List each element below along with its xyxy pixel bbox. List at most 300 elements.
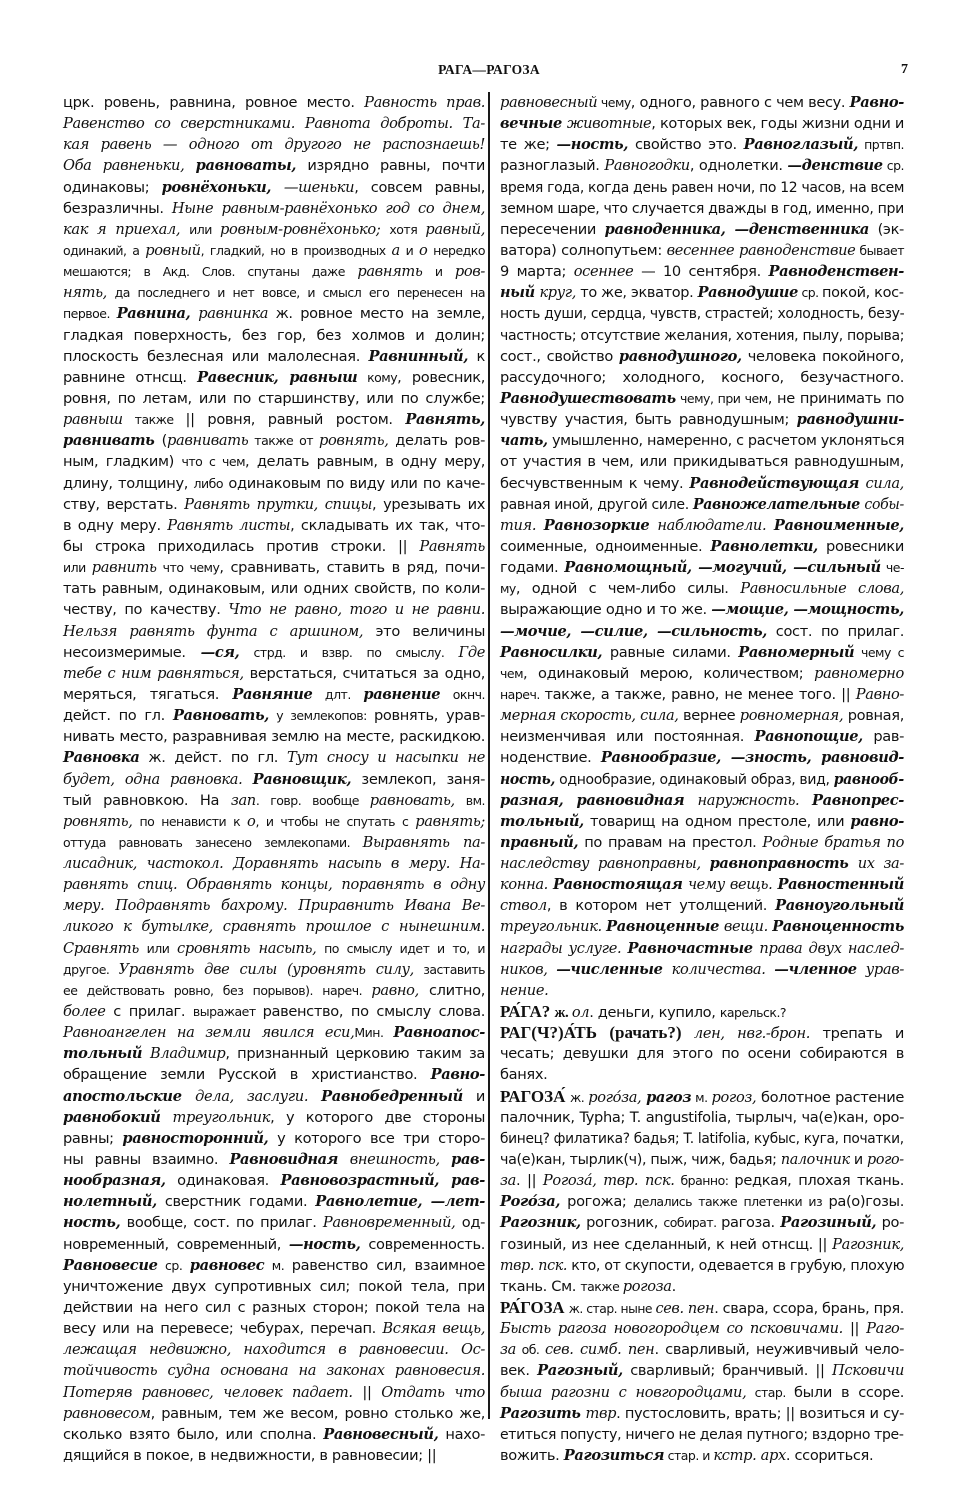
text-run: нареч. [500, 686, 545, 702]
entry-term: —численные [556, 960, 672, 978]
text-run: Псковичи [832, 1362, 904, 1380]
entry-term: равнивать [63, 432, 162, 450]
text-run: , урезывать их [372, 495, 485, 513]
text-run: ствол [500, 897, 547, 915]
text-line [500, 1086, 904, 1107]
text-line [63, 388, 485, 409]
entry-term: Равноденствен- [768, 263, 904, 281]
text-run: , складывать их так, что- [290, 516, 485, 534]
entry-term: нолетный, [63, 1193, 157, 1211]
text-run: стар. и [664, 1448, 714, 1463]
text-run: землекоп, заня- [351, 770, 485, 788]
text-run: рого́за, [588, 1088, 647, 1106]
text-run: ж. стар. ныне [568, 1301, 656, 1317]
text-line [63, 705, 485, 726]
text-run: ра(о)гозы. [828, 1193, 904, 1211]
text-run: век. [500, 1362, 538, 1380]
text-run: Бысть рагоза новогородцем со псковичами. [500, 1320, 850, 1338]
text-line [63, 473, 485, 494]
page-header [0, 62, 978, 84]
text-run: мешаются; в Акд. Слов. спутаны даже [63, 264, 358, 280]
text-run: также [122, 412, 186, 428]
text-line [500, 155, 904, 176]
text-run: . [671, 1277, 676, 1295]
text-run: , сравнивать, ставить в ряд, почи- [219, 559, 485, 577]
text-run: права двух наслед- [759, 939, 904, 957]
text-line [63, 494, 485, 515]
text-line [500, 473, 904, 494]
text-run: о [247, 812, 256, 830]
text-run: од- [455, 1214, 485, 1232]
entry-term: Равновщик, [252, 770, 352, 788]
text-line [63, 240, 485, 261]
text-line [500, 1360, 904, 1381]
text-run: чему [597, 95, 631, 110]
text-run: равная иной, другой силе. [500, 495, 693, 513]
text-run: , делать равным, в одну меру, [245, 453, 485, 471]
text-run: равнивать [166, 432, 249, 450]
text-run: и [849, 1151, 868, 1169]
text-run: награды услуге. [500, 939, 628, 957]
text-run: Отдать что [381, 1383, 485, 1401]
entry-term: Равно- [849, 94, 904, 111]
text-run: . говр. вообще [255, 792, 370, 808]
text-line [63, 916, 485, 937]
text-run: ровнять, [319, 432, 389, 450]
text-run: || [849, 1320, 867, 1338]
text-line [500, 1043, 904, 1064]
entry-term: Равностоящая [553, 876, 688, 894]
text-run: делать ров- [388, 432, 485, 450]
text-line [500, 684, 904, 705]
text-line [63, 1086, 485, 1107]
entry-term: чать, [500, 432, 548, 450]
text-run: чувству участия, быть равнодушным; [500, 411, 797, 429]
text-run: ткань. См. [500, 1277, 581, 1295]
text-run: одинакий, а [63, 242, 146, 258]
text-line [63, 177, 485, 198]
text-line [500, 811, 904, 832]
text-run: . сварливый, неуживчивый чело- [654, 1341, 904, 1359]
entry-term: Равноугольный [775, 897, 904, 915]
text-run: црк. ровень, равнина, ровное место. [63, 94, 365, 111]
text-run: другое. [63, 961, 119, 977]
text-line [63, 790, 485, 811]
text-line [500, 261, 904, 282]
text-run: || ровня, равный ростом. [185, 411, 406, 429]
text-run: одинаковы; [63, 178, 162, 196]
entry-term: ность, [500, 770, 555, 788]
text-run: Равнять [419, 537, 485, 555]
text-line [63, 1297, 485, 1318]
text-run: то же, экватор. [576, 284, 698, 302]
text-run: выражает [192, 1004, 263, 1020]
text-line [63, 261, 485, 282]
text-run: мерная скорость, сила, [500, 707, 679, 725]
text-run: это величины [363, 622, 485, 640]
text-run: Где [458, 643, 485, 661]
text-line [63, 430, 485, 451]
text-line [63, 980, 485, 1001]
text-run: наблюдатели. [657, 516, 774, 534]
text-line [500, 325, 904, 346]
text-run: равномерно [814, 664, 904, 682]
text-run: Равноангелен на земли явился еси, [63, 1024, 355, 1042]
text-run: да последнего и нет вовсе, и смысл его перенесен на [106, 285, 485, 301]
text-run: гозиный, из нее сделанный, к ней отнсщ. || [500, 1235, 833, 1253]
entry-term: равнодушни- [796, 411, 904, 429]
text-line [63, 1445, 485, 1466]
entry-term: Рагозиться [563, 1447, 665, 1464]
entry-term: тольный, [500, 812, 584, 830]
text-line [63, 155, 485, 176]
text-run: бранно: [674, 1173, 735, 1189]
text-run: обращение земли Русской в христианство. [63, 1066, 431, 1084]
text-run: вообще, сост. по прилаг. [120, 1214, 323, 1232]
entry-term: Равночастные [627, 939, 760, 957]
text-run: ее действовать ровно, без порывов). нареч. [63, 982, 372, 998]
text-run: ж. [554, 1005, 572, 1022]
text-run: . деньги, купило, [589, 1004, 720, 1022]
text-line [63, 1212, 485, 1233]
text-run: Равногодки [604, 157, 690, 175]
text-run: . || [515, 1172, 543, 1190]
text-line [63, 726, 485, 747]
text-run: чему с [854, 644, 904, 660]
entry-term: Равнолетки, [710, 537, 818, 555]
entry-term: Равновидная [229, 1151, 350, 1169]
entry-term: —ность, [556, 136, 629, 154]
text-run: длт. [312, 686, 364, 702]
entry-term: Равноименные, [773, 516, 904, 534]
text-run: —шеньки [283, 178, 355, 196]
text-run: м. [264, 1257, 292, 1273]
text-line [500, 1212, 904, 1233]
text-line [500, 1403, 904, 1424]
text-run: кому [357, 369, 398, 385]
entry-term: Рагозный, [537, 1362, 623, 1380]
entry-term: Равноценные [606, 918, 724, 936]
text-run: равны; [63, 1129, 123, 1147]
entry-term: Равнять, [405, 411, 485, 429]
text-line [63, 874, 485, 895]
text-run: по ненависти к [132, 813, 248, 829]
text-line [63, 832, 485, 853]
text-run: ноденствие. [500, 749, 601, 767]
text-run: меряться, тягаться. [63, 685, 233, 703]
text-line [63, 1255, 485, 1276]
entry-term: Равновозрастный, рав- [280, 1172, 485, 1190]
text-line [63, 1276, 485, 1297]
text-run: , одинаковый мерою, количеством; [523, 664, 815, 682]
text-run: зап [230, 791, 256, 809]
text-run: ж. [570, 1089, 589, 1105]
text-line [63, 303, 485, 324]
entry-term: Равнодушествовать [500, 389, 676, 407]
text-line [500, 1445, 904, 1466]
text-run: , у которого две стороны [270, 1108, 486, 1126]
text-run: , одного, равного с чем весу. [630, 94, 850, 111]
text-run: от участия в чем, или прикидываться равнодушным, [500, 453, 904, 471]
entry-term: Равнина, [116, 305, 199, 323]
text-line [63, 1107, 485, 1128]
text-run: равновесом [63, 1404, 151, 1422]
text-run: , одной с чем-либо силы. [515, 580, 741, 598]
text-run: рав- [862, 728, 905, 746]
text-run: частность; отсутствие желания, хотения, пылу, порыва; [500, 326, 905, 344]
text-run: рагоза. [721, 1214, 781, 1232]
text-run: равно, [371, 981, 419, 999]
text-run: об. [515, 1342, 545, 1358]
text-line [63, 557, 485, 578]
text-run: , и чтобы не спутать с [255, 813, 416, 829]
text-run: Рагозник, [832, 1235, 904, 1253]
text-line [500, 1022, 904, 1043]
text-run: ровня, по летам, или по старшинству, или по службе; [63, 389, 485, 407]
text-run: лен, нвг.-брон. [693, 1025, 811, 1043]
entry-term: —ся, [200, 643, 240, 661]
entry-term: Равномощный, —могучий, —сильный [564, 559, 881, 577]
text-run: земном шаре, что случается дважды в год, именно, при [500, 199, 904, 217]
text-run: вещи. [723, 918, 773, 936]
text-run: чему, при чем [675, 390, 768, 406]
text-run: сост., свойство [500, 347, 619, 365]
text-line [500, 367, 904, 388]
entry-term: равнооб- [833, 770, 904, 788]
text-run: му [500, 581, 516, 597]
text-run: пересечении [500, 220, 605, 238]
text-run: умышленно, намеренно, с расчетом уклоняться [547, 432, 905, 450]
text-line [63, 1170, 485, 1191]
text-line [500, 1382, 904, 1403]
entry-term: —денствие [787, 157, 883, 175]
text-run: лисадник, частокол. Доравнять насыпь в меру. На- [63, 855, 485, 873]
text-line [500, 874, 904, 895]
text-line [500, 1064, 904, 1085]
text-run: ровная, [843, 707, 904, 725]
text-run: равновесный [500, 94, 598, 111]
text-run: , совсем равны, [354, 178, 486, 196]
text-line [63, 515, 485, 536]
text-run: равнять [357, 263, 423, 281]
entry-term: —мочие, —силие, —сильность, [500, 622, 767, 640]
text-line [63, 663, 485, 684]
text-run: , гладкий, но в производных [200, 242, 392, 258]
text-run: за [500, 1172, 516, 1190]
text-run: меру. Подравнять бахрому. Приравнить Ивана Ве- [63, 897, 485, 915]
text-run: ников, [500, 960, 557, 978]
text-line [500, 1276, 904, 1297]
text-run: Мин. [354, 1025, 394, 1041]
text-run: Сравнять [63, 939, 139, 957]
entry-headword: РА́ГА? [500, 1002, 555, 1022]
text-run: || [362, 1383, 382, 1401]
text-run: рогоза [622, 1277, 672, 1295]
text-run: ровный [145, 241, 201, 259]
text-run: . ссориться. [785, 1447, 874, 1464]
text-run: ровным-ровнёхонько; [220, 220, 390, 238]
text-line [500, 642, 904, 663]
text-run: у которого все три сторо- [268, 1129, 485, 1147]
text-line [63, 219, 485, 240]
text-line [63, 1234, 485, 1255]
text-run: Равнять листы [167, 516, 291, 534]
text-run: бесчувственным к чему. [500, 474, 690, 492]
text-run: кая равень — одного от другого не распознаешь! [63, 136, 485, 154]
text-run: как я приехал, [63, 220, 190, 238]
text-run: ол [571, 1004, 590, 1022]
text-run: чесать; девушки для этого по осени собираются в [500, 1045, 904, 1063]
text-line [63, 938, 485, 959]
entry-term: Равножелательные [692, 495, 865, 513]
entry-term: нообразная, [63, 1172, 166, 1190]
text-line [500, 219, 904, 240]
entry-term: равновес [189, 1256, 265, 1274]
text-run: оттуда равновать занесено землекопами. [63, 834, 363, 850]
text-run: также [580, 1278, 623, 1294]
text-line [63, 1128, 485, 1149]
text-run: наследству равноправны, [500, 855, 710, 873]
text-run: ность души, сердца, чувств, страстей; холодность, безу- [500, 305, 905, 323]
running-head: РАГА—РАГОЗА [438, 62, 540, 77]
text-line [500, 747, 904, 768]
text-line [63, 642, 485, 663]
entry-term: Равняние [232, 685, 313, 703]
text-run: в одну меру. [63, 516, 168, 534]
text-line [63, 1360, 485, 1381]
text-line [63, 1001, 485, 1022]
text-run: равнинка [198, 305, 269, 323]
text-line [63, 1149, 485, 1170]
text-run: кстр. арх [713, 1447, 786, 1464]
text-line [63, 536, 485, 557]
text-run: плоскость безлесная или малолесная. [63, 347, 369, 365]
text-run: нивать место, разравнивая землю на месте, раскидкою. [63, 728, 485, 746]
entry-headword: РА́ГОЗА [500, 1298, 569, 1318]
text-run: несоизмеримые. [63, 643, 201, 661]
text-line [500, 790, 904, 811]
text-run: уничтожение двух супротивных сил; покой тела, при [63, 1277, 485, 1295]
text-run: либо [193, 475, 223, 491]
text-line [500, 198, 904, 219]
text-run: неизменчивая или постоянная. [500, 728, 755, 746]
text-run: нять, [63, 284, 107, 302]
entry-term: Равноценность [772, 918, 904, 936]
text-run: ср. [797, 285, 823, 301]
text-line [63, 451, 485, 472]
text-run: карельск.? [719, 1005, 787, 1021]
text-run: действии на него сил с разных сторон; покой тела на [63, 1299, 485, 1317]
text-run: соименные, одноименные. [500, 537, 711, 555]
text-line [63, 92, 485, 113]
entry-term: ность, [63, 1214, 121, 1232]
entry-term: апостольские [63, 1087, 196, 1105]
entry-term: равноправность [709, 855, 858, 873]
text-line [63, 1403, 485, 1424]
text-run: Равно- [855, 685, 904, 703]
text-run: стрд. и взвр. по смыслу. [239, 644, 459, 660]
text-line [500, 1424, 904, 1445]
text-run: будет, одна равновка. [63, 770, 253, 788]
text-run: весу или на перевесе; чебурах, перечап. [63, 1320, 383, 1338]
entry-term: рав- [451, 1151, 485, 1169]
text-run: . пустословить, врать; || возиться и су- [616, 1404, 905, 1422]
page-number: 7 [901, 62, 908, 77]
text-run: банях. [500, 1066, 548, 1084]
text-run: нередко [427, 242, 486, 258]
entry-term: Равновка [63, 749, 140, 767]
entry-term: Равнозоркие [543, 516, 658, 534]
entry-headword: РАГОЗА́ [500, 1086, 571, 1106]
text-line [63, 895, 485, 916]
text-line [63, 769, 485, 790]
entry-term: равнобокий [63, 1108, 173, 1126]
text-run: треугольник. [500, 918, 607, 936]
text-run: Тут сносу и насыпки не [286, 749, 485, 767]
text-run: или [138, 940, 178, 956]
entry-term: равнение [363, 685, 441, 703]
text-line [500, 938, 904, 959]
text-run: что с чем [181, 454, 246, 470]
text-line [500, 705, 904, 726]
text-line [63, 959, 485, 980]
text-line [500, 557, 904, 578]
text-run: , признанный церковию таким за [225, 1045, 485, 1063]
text-line [500, 599, 904, 620]
entry-term: Равносилки, [500, 643, 603, 661]
entry-term: Равностенный [777, 876, 904, 894]
text-run: сила, [865, 474, 904, 492]
text-run: Равность прав. [364, 94, 485, 111]
text-run: у землекопов: [269, 708, 374, 724]
text-line [500, 621, 904, 642]
text-run: конна. [500, 876, 553, 894]
text-run: урав- [865, 960, 904, 978]
text-run: равнине отнсщ. [63, 368, 198, 386]
text-run: новременный, современный, [63, 1235, 289, 1253]
entry-term: тольный [63, 1045, 150, 1063]
text-run: твр [585, 1404, 617, 1422]
text-run: однообразие, одинаковый образ, вид, [554, 770, 834, 788]
text-line [500, 853, 904, 874]
text-line [63, 282, 485, 303]
entry-term: равнодушного, [618, 347, 742, 365]
text-run: тия. [500, 516, 544, 534]
text-run: , равным, тем же весом, ровно столько же, [150, 1404, 485, 1422]
text-run: хотя [389, 221, 426, 237]
entry-term: Равнолетие, —лет- [315, 1193, 485, 1211]
entry-headword: РАГ(Ч?)А́ТЬ (рачать?) [500, 1023, 694, 1043]
text-run: рогожа; [560, 1193, 634, 1211]
text-run: Равнять прутки, спицы [184, 495, 373, 513]
text-run: равные силами. [602, 643, 739, 661]
text-line [500, 134, 904, 155]
text-run: осеннее [573, 263, 634, 281]
text-run: их за- [857, 855, 904, 873]
text-run: собират. [663, 1215, 722, 1231]
text-run: . свара, ссора, брань, пря. [714, 1300, 905, 1318]
text-run: — 10 сентября. [633, 263, 769, 281]
entry-term: правный, [500, 833, 579, 851]
text-run: чему вещь. [687, 876, 778, 894]
entry-term: ный [500, 284, 540, 302]
text-line [63, 853, 485, 874]
entry-term: —мощие, —мощность, [711, 601, 904, 619]
text-run: ликого к бутылке, сравнять прошлое с нынешним. [63, 918, 485, 936]
text-line [63, 367, 485, 388]
text-run: круг, [539, 284, 577, 302]
text-line [500, 1170, 904, 1191]
